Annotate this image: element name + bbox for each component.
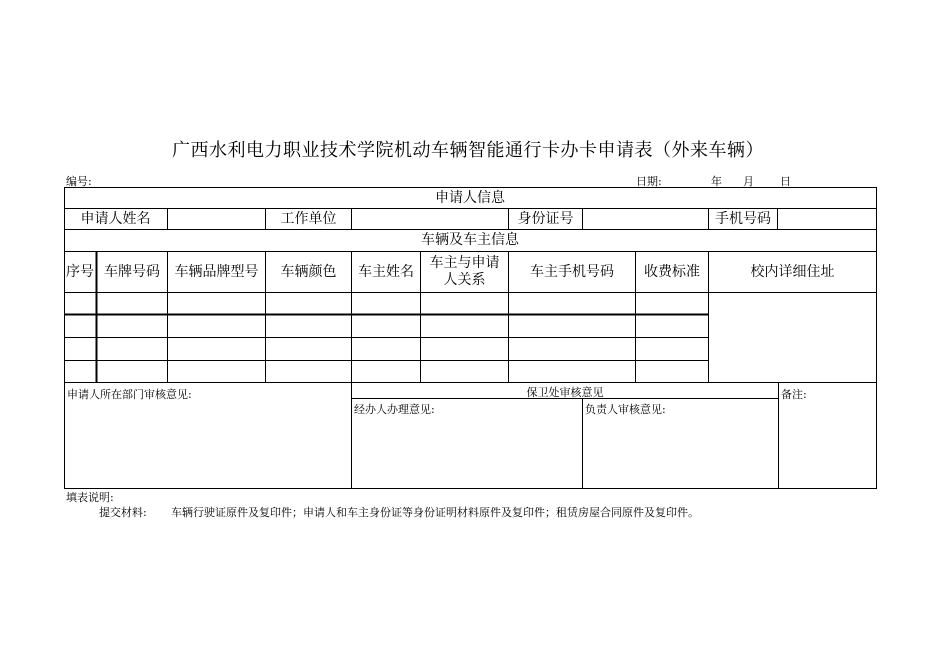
id-number-field[interactable] [583, 209, 708, 229]
table-row[interactable] [65, 361, 708, 382]
notes-heading: 填表说明: [66, 491, 114, 504]
applicant-name-field[interactable] [168, 209, 265, 229]
dept-opinion-label: 申请人所在部门审核意见: [67, 388, 192, 401]
table-row[interactable] [65, 338, 708, 360]
security-review-header: 保卫处审核意见 [526, 386, 604, 399]
column-header-plate: 车牌号码 [104, 263, 160, 280]
column-header-campus-address: 校内详细住址 [750, 263, 835, 280]
form-title: 广西水利电力职业技术学院机动车辆智能通行卡办卡申请表（外来车辆） [172, 140, 764, 161]
applicant-info-header: 申请人信息 [435, 189, 505, 206]
table-row[interactable] [65, 316, 708, 337]
leader-opinion-label: 负责人审核意见: [585, 403, 666, 416]
campus-address-field[interactable] [709, 293, 876, 382]
materials-label: 提交材料: [99, 506, 147, 519]
date-label: 日期: [636, 175, 662, 188]
day-label: 日 [780, 175, 791, 188]
remarks-label: 备注: [781, 388, 807, 401]
handler-opinion-label: 经办人办理意见: [354, 403, 435, 416]
id-number-label: 身份证号 [517, 210, 574, 227]
column-header-relation [421, 252, 508, 292]
relation-header-line2: 人关系 [443, 272, 486, 288]
year-label: 年 [711, 175, 722, 188]
column-header-owner-name: 车主姓名 [358, 263, 414, 280]
vehicle-owner-info-header: 车辆及车主信息 [421, 232, 519, 248]
phone-number-field[interactable] [778, 209, 876, 229]
work-unit-label: 工作单位 [280, 210, 337, 227]
column-header-owner-phone: 车主手机号码 [530, 263, 614, 280]
work-unit-field[interactable] [352, 209, 508, 229]
column-header-color: 车辆颜色 [280, 263, 337, 280]
relation-header-line1: 车主与申请 [429, 255, 500, 271]
serial-number-label: 编号: [66, 175, 92, 188]
table-row[interactable] [65, 293, 708, 314]
column-header-brand-model: 车辆品牌型号 [174, 263, 259, 280]
applicant-name-label: 申请人姓名 [80, 210, 151, 227]
column-header-seq: 序号 [66, 263, 94, 280]
materials-text: 车辆行驶证原件及复印件；申请人和车主身份证等身份证明材料原件及复印件；租赁房屋合同原件及复印件。 [171, 506, 699, 519]
month-label: 月 [743, 175, 754, 188]
phone-number-label: 手机号码 [715, 210, 771, 227]
column-header-fee-standard: 收费标准 [644, 263, 700, 280]
